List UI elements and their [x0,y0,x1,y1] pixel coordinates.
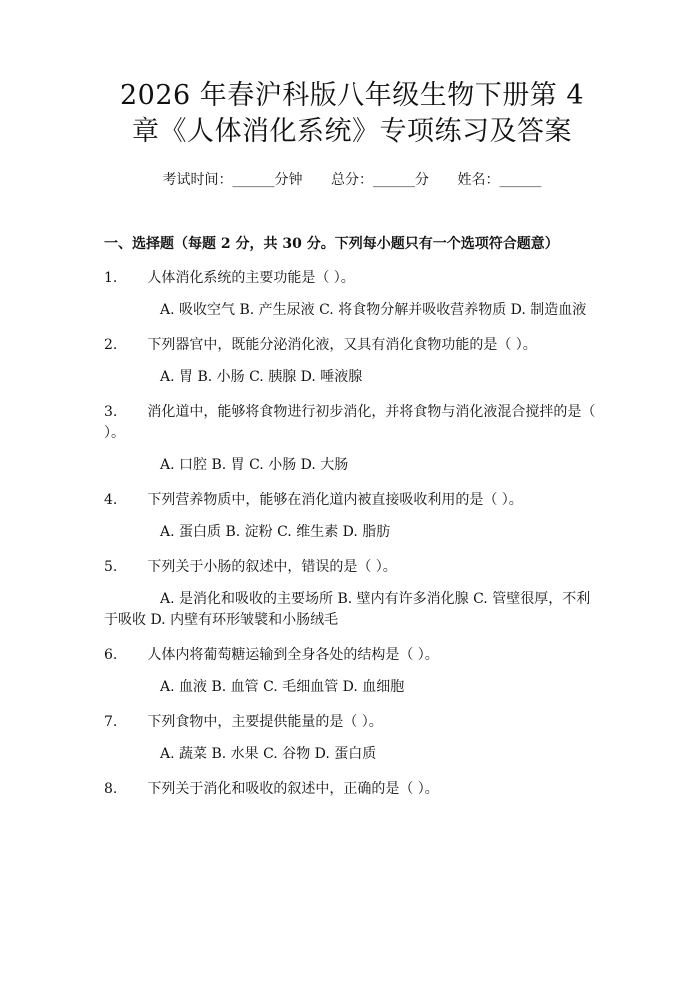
question-text: 人体内将葡萄糖运输到全身各处的结构是（ ）。 [147,647,439,663]
question-options: A. 吸收空气 B. 产生尿液 C. 将食物分解并吸收营养物质 D. 制造血液 [160,302,587,318]
question [104,335,600,356]
student-name: 姓名：______ [457,172,542,188]
question-text: 下列关于小肠的叙述中，错误的是（ ）。 [147,559,397,575]
question [104,645,600,666]
section-heading: 一、选择题（每题 2 分，共 30 分。下列每小题只有一个选项符合题意） [104,236,559,252]
question-number: 6. [104,647,118,663]
question-number: 1. [104,270,118,286]
question-options: A. 蛋白质 B. 淀粉 C. 维生素 D. 脂肪 [160,524,391,540]
question-text: 下列食物中，主要提供能量的是（ ）。 [147,714,383,730]
question [104,779,600,800]
question-number: 4. [104,492,118,508]
question-list [104,268,600,800]
question-options: A. 口腔 B. 胃 C. 小肠 D. 大肠 [160,457,349,473]
question-text: 人体消化系统的主要功能是（ ）。 [147,270,355,286]
question [104,490,600,511]
exam-time: 考试时间：______分钟 [162,172,303,188]
question-options: A. 蔬菜 B. 水果 C. 谷物 D. 蛋白质 [160,746,377,762]
exam-score: 总分：______分 [331,172,429,188]
question [104,268,600,289]
question-number: 5. [104,559,118,575]
question-number: 2. [104,337,118,353]
question-number: 7. [104,714,118,730]
question-text: 下列营养物质中，能够在消化道内被直接吸收利用的是（ ）。 [147,492,523,508]
question [104,402,600,444]
question-text: 下列器官中，既能分泌消化液，又具有消化食物功能的是（ ）。 [147,337,537,353]
question-options: A. 血液 B. 血管 C. 毛细血管 D. 血细胞 [160,679,405,695]
question [104,712,600,733]
question-text: 下列关于消化和吸收的叙述中，正确的是（ ）。 [147,781,439,797]
document-page [0,78,700,983]
question-text: 消化道中，能够将食物进行初步消化，并将食物与消化液混合搅拌的是（ ）。 [104,404,596,441]
question-number: 8. [104,781,118,797]
exam-meta [104,170,600,190]
document-title: 2026 年春沪科版八年级生物下册第 4 章《人体消化系统》专项练习及答案 [119,80,585,147]
question [104,557,600,578]
question-number: 3. [104,404,118,420]
question-options: A. 胃 B. 小肠 C. 胰腺 D. 唾液腺 [160,369,363,385]
question-options: A. 是消化和吸收的主要场所 B. 壁内有许多消化腺 C. 管壁很厚，不利于吸收 D. 内壁有环形皱襞和小肠绒毛 [104,591,591,628]
